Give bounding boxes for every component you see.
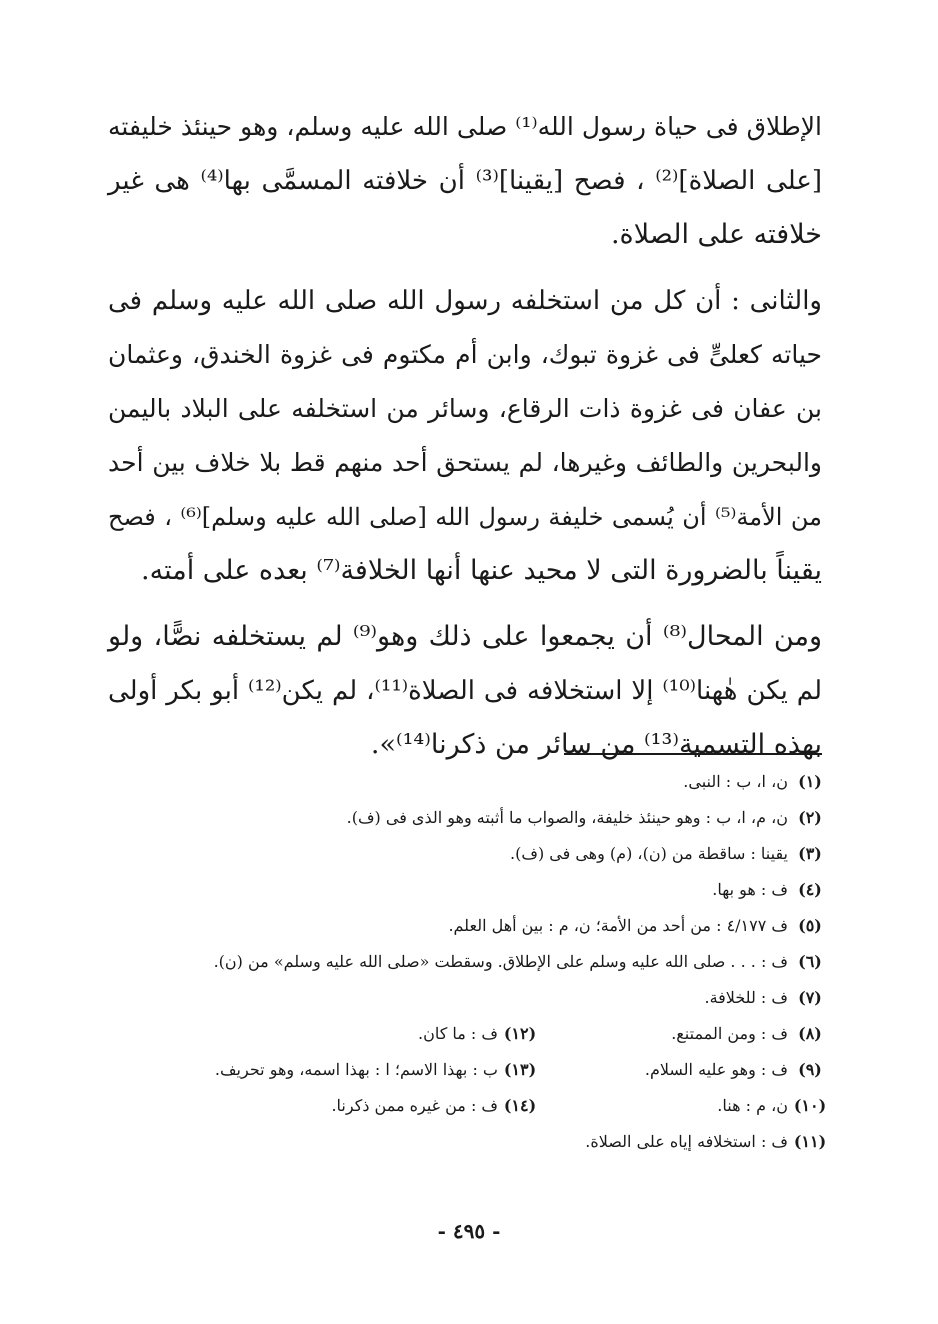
footnote-text: ف : ما كان. — [417, 1024, 498, 1043]
footnote-number: (١٠) — [793, 1096, 827, 1115]
footnote-number: (١٣) — [503, 1060, 537, 1079]
footnote-text: ف : ومن الممتنع. — [671, 1024, 788, 1043]
footnote-text: ن، ا، ب : النبى. — [683, 772, 788, 791]
footnote — [92, 944, 832, 980]
text-line: والثانى : أن كل من استخلفه رسول الله صلى الله عليه وسلم فى — [108, 286, 822, 316]
footnote — [92, 980, 832, 1016]
footnote-text: يقينا : ساقطة من (ن)، (م) وهى فى (ف). — [510, 844, 788, 863]
footnote-text: ف : . . . صلى الله عليه وسلم على الإطلاق. وسقطت «صلى الله عليه وسلم» من (ن). — [213, 952, 788, 971]
text-line: والبحرين والطائف وغيرها، لم يستحق أحد منهم قط بلا خلاف بين أحد — [108, 448, 822, 477]
footnotes — [92, 764, 832, 1160]
footnote-number: (١١) — [793, 1132, 827, 1151]
footnote-number: (٢) — [798, 808, 822, 827]
footnote — [92, 800, 832, 836]
footnote — [92, 836, 832, 872]
footnote — [92, 764, 832, 800]
footnote-number: (٥) — [798, 916, 822, 935]
footnote-text: ف ٤/١٧٧ : من أحد من الأمة؛ ن، م : بين أهل العلم. — [448, 916, 788, 935]
footnote-text: ف : وهو عليه السلام. — [644, 1060, 788, 1079]
footnote-text: ف : هو بها. — [712, 880, 788, 899]
footnote-number: (١٢) — [503, 1024, 537, 1043]
text-line: الإطلاق فى حياة رسول الله⁽¹⁾ صلى الله عليه وسلم، وهو حينئذ خليفته — [108, 112, 822, 141]
text-line: ومن المحال⁽⁸⁾ أن يجمعوا على ذلك وهو⁽⁹⁾ لم يستخلفه نصًّا، ولو — [108, 621, 822, 652]
footnote-text: ف : من غيره ممن ذكرنا. — [331, 1096, 498, 1115]
footnote-number: (٩) — [798, 1060, 822, 1079]
footnote — [92, 872, 832, 908]
footnote — [92, 1124, 832, 1160]
footnote-number: (٤) — [798, 880, 822, 899]
text-line: من الأمة⁽⁵⁾ أن يُسمى خليفة رسول الله [صلى الله عليه وسلم]⁽⁶⁾ ، فصح — [108, 503, 822, 531]
footnote-text: ن، م : هنا. — [717, 1096, 788, 1115]
footnote-pair — [92, 1088, 832, 1124]
footnote-text: ن، م، ا، ب : وهو حينئذ خليفة، والصواب ما أثبته وهو الذى فى (ف). — [346, 808, 788, 827]
footnote-number: (١) — [798, 772, 822, 791]
footnote-text: ف : للخلافة. — [704, 988, 788, 1007]
footnote-divider — [564, 753, 822, 755]
main-text — [108, 100, 822, 772]
footnote-number: (٣) — [798, 844, 822, 863]
text-line: [على الصلاة]⁽²⁾ ، فصح [يقينا]⁽³⁾ أن خلافته المسمَّى بها⁽⁴⁾ هى غير — [108, 166, 822, 196]
text-line: خلافته على الصلاة. — [610, 219, 822, 250]
footnote-pair — [92, 1016, 832, 1052]
footnote-number: (٧) — [798, 988, 822, 1007]
footnote-number: (٦) — [798, 952, 822, 971]
footnote-number: (٨) — [798, 1024, 822, 1043]
page-number: - ٤٩٥ - — [437, 1219, 501, 1243]
footnote-pair — [92, 1052, 832, 1088]
footnote-text: ب : بهذا الاسم؛ ا : بهذا اسمه، وهو تحريف. — [214, 1060, 498, 1079]
text-line: بن عفان فى غزوة ذات الرقاع، وسائر من استخلفه على البلاد باليمن — [108, 394, 822, 423]
text-line: حياته كعلىٍّ فى غزوة تبوك، وابن أم مكتوم فى غزوة الخندق، وعثمان — [108, 340, 822, 369]
text-line: لم يكن هٰهنا⁽¹⁰⁾ إلا استخلافه فى الصلاة⁽¹¹⁾، لم يكن⁽¹²⁾ أبو بكر أولى — [108, 676, 822, 706]
text-line: يقيناً بالضرورة التى لا محيد عنها أنها الخلافة⁽⁷⁾ بعده على أمته. — [141, 555, 822, 586]
footnote-text: ف : استخلافه إياه على الصلاة. — [585, 1132, 788, 1151]
footnote — [92, 908, 832, 944]
footnote-number: (١٤) — [503, 1096, 537, 1115]
text-line: بهذه التسمية⁽¹³⁾ من سائر من ذكرنا⁽¹⁴⁾». — [370, 729, 822, 760]
